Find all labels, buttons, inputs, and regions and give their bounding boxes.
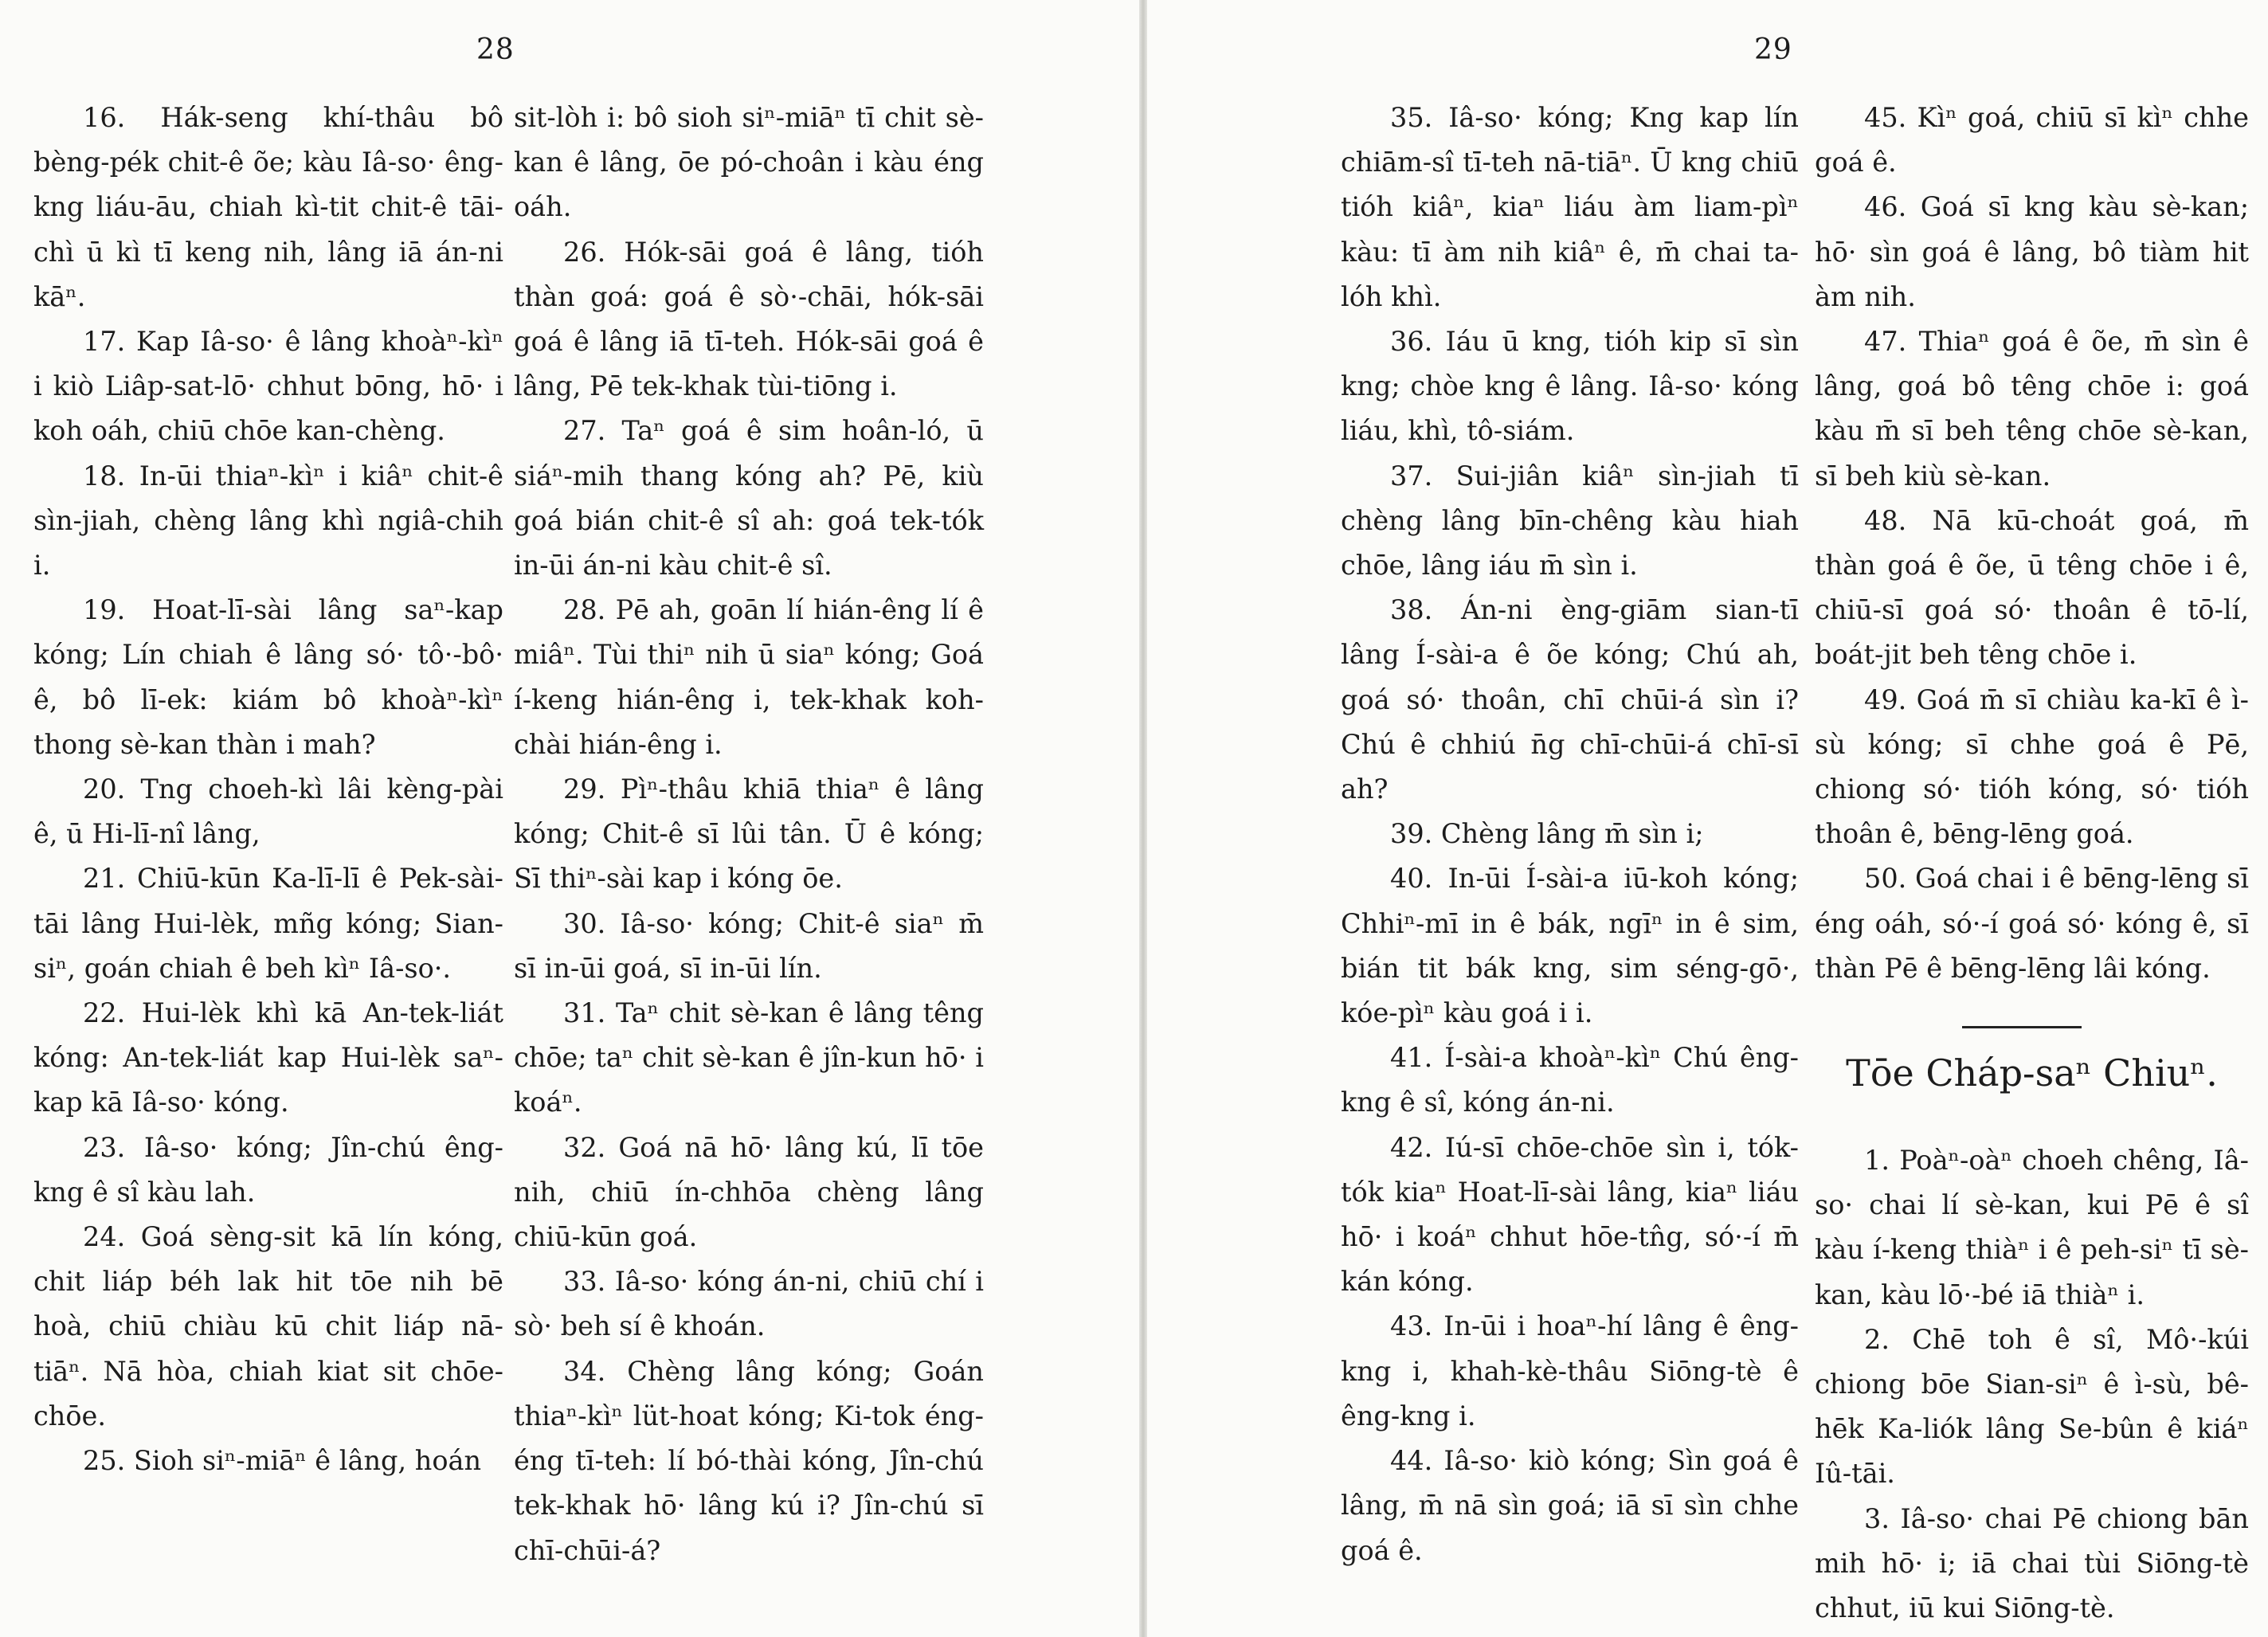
right-column-2	[1815, 96, 2249, 1631]
verse: 22. Hui-lèk khì kā An-tek-liát kóng: An-tek-liát kap Hui-lèk saⁿ-kap kā Iâ-so· kóng.	[33, 997, 503, 1118]
verse: 36. Iáu ū kng, tióh kip sī sìn kng; chòe kng ê lâng. Iâ-so· kóng liáu, khì, tô-siám.	[1341, 326, 1799, 447]
verse: 39. Chèng lâng m̄ sìn i;	[1390, 818, 1704, 850]
left-column	[33, 96, 503, 1483]
verse: 38. Án-ni èng-giām sian-tī lâng Í-sài-a ê õe kóng; Chú ah, goá só· thoân, chī chūi-á sìn i? Chú ê chhiú n̄g chī-chūi-á chī-sī ah?	[1341, 594, 1799, 805]
verse: 33. Iâ-so· kóng án-ni, chiū chí i sò· beh sí ê khoán.	[514, 1266, 984, 1342]
verse: 47. Thiaⁿ goá ê õe, m̄ sìn ê lâng, goá bô têng chōe i: goá kàu m̄ sī beh têng chōe sè-kan, sī beh kiù sè-kan.	[1815, 326, 2249, 491]
verse: 24. Goá sèng-sit kā lín kóng, chit liáp béh lak hit tōe nih bē hoà, chiū chiàu kū chit liáp nā-tiāⁿ. Nā hòa, chiah kiat sit chōe-chōe.	[33, 1221, 503, 1431]
verse: 20. Tng choeh-kì lâi kèng-pài ê, ū Hi-lī-nî lâng,	[33, 773, 503, 850]
verse: 27. Taⁿ goá ê sim hoân-ló, ū siáⁿ-mih thang kóng ah? Pē, kiù goá bián chit-ê sî ah: goá tek-tók in-ūi án-ni kàu chit-ê sî.	[514, 415, 984, 582]
verse: 19. Hoat-lī-sài lâng saⁿ-kap kóng; Lín chiah ê lâng só· tô·-bô· ê, bô lī-ek: kiám bô khoàⁿ-kìⁿ thong sè-kan thàn i mah?	[33, 594, 503, 760]
verse: 28. Pē ah, goān lí hián-êng lí ê miâⁿ. Tùi thiⁿ nih ū siaⁿ kóng; Goá í-keng hián-êng i, tek-khak koh-chài hián-êng i.	[514, 594, 984, 760]
verse: 29. Pìⁿ-thâu khiā thiaⁿ ê lâng kóng; Chit-ê sī lûi tân. Ū ê kóng; Sī thiⁿ-sài kap i kóng ōe.	[514, 773, 984, 895]
verse: 41. Í-sài-a khoàⁿ-kìⁿ Chú êng-kng ê sî, kóng án-ni.	[1341, 1042, 1799, 1118]
verse: 21. Chiū-kūn Ka-lī-lī ê Pek-sài-tāi lâng Hui-lèk, mñg kóng; Sian-siⁿ, goán chiah ê beh kìⁿ Iâ-so·.	[33, 863, 503, 984]
verse: 34. Chèng lâng kóng; Goán thiaⁿ-kìⁿ lüt-hoat kóng; Ki-tok éng-éng tī-teh: lí bó-thài kóng, Jîn-chú tek-khak hō· lâng kú i? Jîn-chú sī chī-chūi-á?	[514, 1355, 984, 1566]
verse: 30. Iâ-so· kóng; Chit-ê siaⁿ m̄ sī in-ūi goá, sī in-ūi lín.	[514, 907, 984, 984]
left-column-2	[514, 96, 984, 1573]
verse: 49. Goá m̄ sī chiàu ka-kī ê ì-sù kóng; sī chhe goá ê Pē, chiong só· tióh kóng, só· tióh thoân ê, bēng-lēng goá.	[1815, 683, 2249, 850]
verse: 46. Goá sī kng kàu sè-kan; hō· sìn goá ê lâng, bô tiàm hit àm nih.	[1815, 191, 2249, 312]
verse: 37. Sui-jiân kiâⁿ sìn-jiah tī chèng lâng bīn-chêng kàu hiah chōe, lâng iáu m̄ sìn i.	[1341, 460, 1799, 582]
page-number-left: 28	[476, 33, 515, 66]
verse-continuation: sit-lòh i: bô sioh siⁿ-miāⁿ tī chit sè-kan ê lâng, ōe pó-choân i kàu éng oáh.	[514, 102, 984, 223]
verse: 23. Iâ-so· kóng; Jîn-chú êng-kng ê sî kàu lah.	[33, 1131, 503, 1208]
verse: 40. In-ūi Í-sài-a iū-koh kóng; Chhiⁿ-mī in ê bák, ngīⁿ in ê sim, bián tit bák kng, sim séng-gō·, kóe-pìⁿ kàu goá i i.	[1341, 863, 1799, 1029]
verse: 26. Hók-sāi goá ê lâng, tióh thàn goá: goá ê sò·-chāi, hók-sāi goá ê lâng iā tī-teh. Hók-sāi goá ê lâng, Pē tek-khak tùi-tiōng i.	[514, 236, 984, 402]
page-number-right: 29	[1754, 33, 1792, 66]
verse: 43. In-ūi i hoaⁿ-hí lâng ê êng-kng i, khah-kè-thâu Siōng-tè ê êng-kng i.	[1341, 1310, 1799, 1431]
right-column	[1341, 96, 1799, 1573]
verse: 17. Kap Iâ-so· ê lâng khoàⁿ-kìⁿ i kiò Liâp-sat-lō· chhut bōng, hō· i koh oáh, chiū chōe kan-chèng.	[33, 326, 503, 447]
verse: 50. Goá chai i ê bēng-lēng sī éng oáh, só·-í goá só· kóng ê, sī thàn Pē ê bēng-lēng lâi kóng.	[1815, 863, 2249, 984]
verse: 2. Chē toh ê sî, Mô·-kúi chiong bōe Sian-siⁿ ê ì-sù, bê-hēk Ka-liók lâng Se-bûn ê kiáⁿ Iû-tāi.	[1815, 1323, 2249, 1490]
verse: 42. Iú-sī chōe-chōe sìn i, tók-tók kiaⁿ Hoat-lī-sài lâng, kiaⁿ liáu hō· i koáⁿ chhut hōe-tn̂g, só·-í m̄ kán kóng.	[1341, 1131, 1799, 1298]
book-gutter	[1139, 0, 1147, 1637]
verse: 25. Sioh siⁿ-miāⁿ ê lâng, hoán	[83, 1445, 482, 1477]
section-divider	[1962, 1026, 2082, 1028]
verse: 18. In-ūi thiaⁿ-kìⁿ i kiâⁿ chit-ê sìn-jiah, chèng lâng khì ngiâ-chih i.	[33, 460, 503, 582]
verse: 31. Taⁿ chit sè-kan ê lâng têng chōe; taⁿ chit sè-kan ê jîn-kun hō· i koáⁿ.	[514, 997, 984, 1118]
verse: 3. Iâ-so· chai Pē chiong bān mih hō· i; iā chai tùi Siōng-tè chhut, iū kui Siōng-tè.	[1815, 1502, 2249, 1624]
verse: 45. Kìⁿ goá, chiū sī kìⁿ chhe goá ê.	[1815, 102, 2249, 178]
verse: 44. Iâ-so· kiò kóng; Sìn goá ê lâng, m̄ nā sìn goá; iā sī sìn chhe goá ê.	[1341, 1445, 1799, 1566]
chapter-heading: Tōe Cháp-saⁿ Chiuⁿ.	[1846, 1052, 2218, 1095]
verse: 48. Nā kū-choát goá, m̄ thàn goá ê õe, ū têng chōe i ê, chiū-sī goá só· thoân ê tō-lí, boát-jit beh têng chōe i.	[1815, 504, 2249, 671]
verse: 35. Iâ-so· kóng; Kng kap lín chiām-sî tī-teh nā-tiāⁿ. Ū kng chiū tióh kiâⁿ, kiaⁿ liáu àm liam-pìⁿ kàu: tī àm nih kiâⁿ ê, m̄ chai ta-lóh khì.	[1341, 102, 1799, 312]
verse: 16. Hák-seng khí-thâu bô bèng-pék chit-ê õe; kàu Iâ-so· êng-kng liáu-āu, chiah kì-tit chit-ê tāi-chì ū kì tī keng nih, lâng iā án-ni kāⁿ.	[33, 102, 503, 312]
verse: 1. Poàⁿ-oàⁿ choeh chêng, Iâ-so· chai lí sè-kan, kui Pē ê sî kàu í-keng thiàⁿ i ê peh-siⁿ tī sè-kan, kàu lō·-bé iā thiàⁿ i.	[1815, 1145, 2249, 1310]
verse: 32. Goá nā hō· lâng kú, lī tōe nih, chiū ín-chhōa chèng lâng chiū-kūn goá.	[514, 1131, 984, 1253]
